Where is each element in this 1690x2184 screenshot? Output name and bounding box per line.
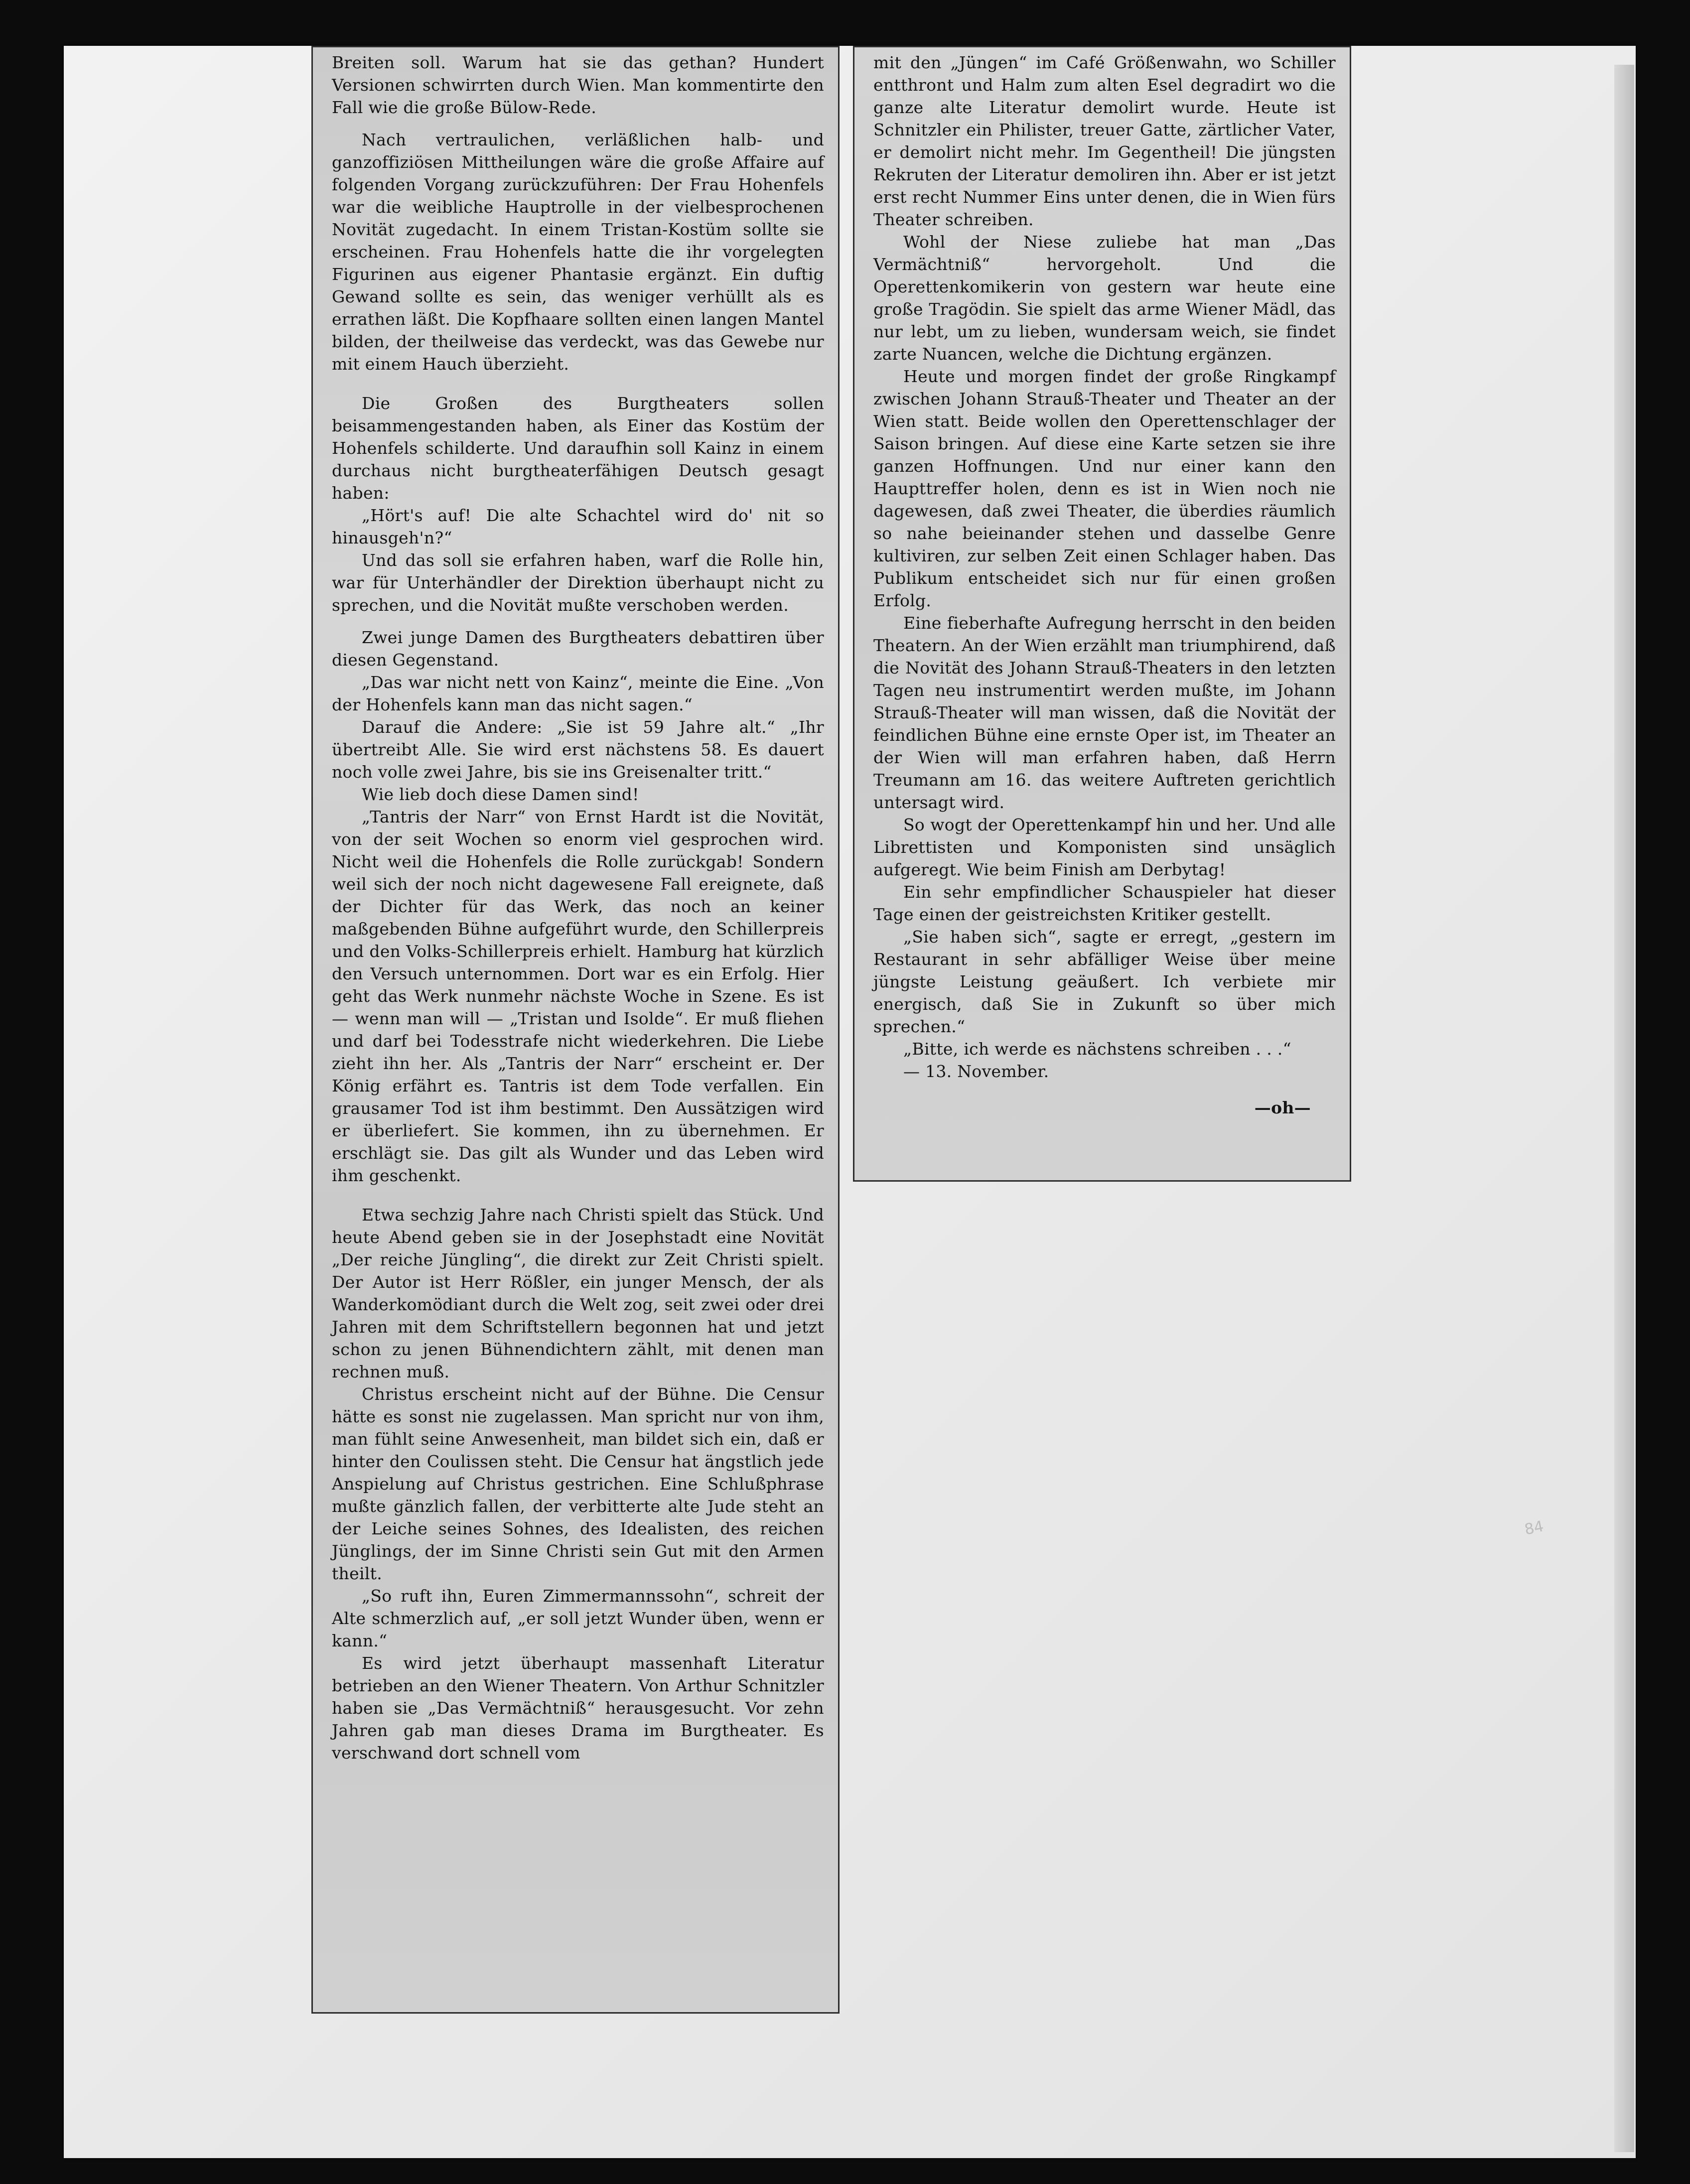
paragraph: „Das war nicht nett von Kainz“, meinte die Eine. „Von der Hohenfels kann man das nicht sagen.“ [332, 673, 824, 714]
paragraph: „Bitte, ich werde es nächstens schreiben . . .“ [903, 1039, 1291, 1059]
paragraph: So wogt der Operettenkampf hin und her. Und alle Librettisten und Komponisten sind unsäglich aufgeregt. Wie beim Finish am Derbytag! [873, 815, 1336, 879]
author-signature: —oh— [1254, 1098, 1311, 1117]
paragraph: Breiten soll. Warum hat sie das gethan? Hundert Versionen schwirrten durch Wien. Man kommentirte den Fall wie die große Bülow-Rede. [332, 53, 824, 117]
paragraph: Eine fieberhafte Aufregung herrscht in den beiden Theatern. An der Wien erzählt man triumphirend, daß die Novität des Johann Strauß-Theaters in den letzten Tagen neu instrumentirt werden mußte, im Johann Strauß-Theater will man wissen, daß die Novität der feindlichen Bühne eine ernste Oper ist, im Theater an der Wien will man erfahren haben, daß Herrn Treumann am 16. das weitere Auftreten gerichtlich untersagt wird. [873, 613, 1336, 812]
paragraph: Und das soll sie erfahren haben, warf die Rolle hin, war für Unterhändler der Direktion überhaupt nicht zu sprechen, und die Novität mußte verschoben werden. [332, 550, 824, 615]
sheet-edge-shadow [1614, 65, 1634, 2152]
paragraph: Etwa sechzig Jahre nach Christi spielt das Stück. Und heute Abend geben sie in der Josephstadt eine Novität „Der reiche Jüngling“, die direkt zur Zeit Christi spielt. Der Autor ist Herr Rößler, ein junger Mensch, der als Wanderkomödiant durch die Welt zog, seit zwei oder drei Jahren mit dem Schriftstellern begonnen hat und jetzt schon zu jenen Bühnendichtern zählt, mit denen man rechnen muß. [332, 1205, 824, 1381]
paragraph: Zwei junge Damen des Burgtheaters debattiren über diesen Gegenstand. [332, 628, 824, 670]
paragraph: „Hört's auf! Die alte Schachtel wird do' nit so hinausgeh'n?“ [332, 506, 824, 547]
right-column-text [873, 51, 1336, 1119]
paragraph: „So ruft ihn, Euren Zimmermannssohn“, schreit der Alte schmerzlich auf, „er soll jetzt Wunder üben, wenn er kann.“ [332, 1586, 824, 1650]
paragraph: Darauf die Andere: „Sie ist 59 Jahre alt.“ „Ihr übertreibt Alle. Sie wird erst nächstens 58. Es dauert noch volle zwei Jahre, bis sie ins Greisenalter tritt.“ [332, 717, 824, 782]
paragraph: Es wird jetzt überhaupt massenhaft Literatur betrieben an den Wiener Theatern. Von Arthur Schnitzler haben sie „Das Vermächtniß“ herausgesucht. Vor zehn Jahren gab man dieses Drama im Burgtheater. Es verschwand dort schnell vom [332, 1653, 824, 1763]
paragraph: Die Großen des Burgtheaters sollen beisammengestanden haben, als Einer das Kostüm der Hohenfels schilderte. Und daraufhin soll Kainz in einem durchaus nicht burgtheaterfähigen Deutsch gesagt haben: [332, 394, 824, 503]
paragraph: Nach vertraulichen, verläßlichen halb- und ganzoffiziösen Mittheilungen wäre die große Affaire auf folgenden Vorgang zurückzuführen: Der Frau Hohenfels war die weibliche Hauptrolle in der vielbesprochenen Novität zugedacht. In einem Tristan-Kostüm sollte sie erscheinen. Frau Hohenfels hatte die ihr vorgelegten Figurinen aus eigener Phantasie ergänzt. Ein duftig Gewand sollte es sein, das weniger verhüllt als es errathen läßt. Die Kopfhaare sollten einen langen Mantel bilden, der theilweise das verdeckt, was das Gewebe nur mit einem Hauch überzieht. [332, 130, 824, 374]
paragraph: „Sie haben sich“, sagte er erregt, „gestern im Restaurant in sehr abfälliger Weise über meine jüngste Leistung geäußert. Ich verbiete mir energisch, daß Sie in Zukunft so über mich sprechen.“ [873, 927, 1336, 1036]
newspaper-clipping-left-column [311, 46, 840, 2014]
newspaper-clipping-right-column [853, 46, 1351, 1182]
paragraph: „Tantris der Narr“ von Ernst Hardt ist die Novität, von der seit Wochen so enorm viel gesprochen wird. Nicht weil die Hohenfels die Rolle zurückgab! Sondern weil sich der noch nicht dagewesene Fall ereignete, daß der Dichter für das Werk, das noch an keiner maßgebenden Bühne aufgeführt wurde, den Schillerpreis und den Volks-Schillerpreis erhielt. Hamburg hat kürzlich den Versuch unternommen. Dort war es ein Erfolg. Hier geht das Werk nunmehr nächste Woche in Szene. Es ist — wenn man will — „Tristan und Isolde“. Er muß fliehen und darf bei Todesstrafe nicht wiederkehren. Die Liebe zieht ihn her. Als „Tantris der Narr“ erscheint er. Der König erfährt es. Tantris ist dem Tode verfallen. Ein grausamer Tod ist ihm bestimmt. Den Aussätzigen wird er überliefert. Sie kommen, ihn zu übernehmen. Er erschlägt sie. Das gilt als Wunder und das Leben wird ihm geschenkt. [332, 807, 824, 1185]
left-column-text [332, 51, 824, 1764]
paragraph: mit den „Jüngen“ im Café Größenwahn, wo Schiller entthront und Halm zum alten Esel degradirt wo die ganze alte Literatur demolirt wurde. Heute ist Schnitzler ein Philister, treuer Gatte, zärtlicher Vater, er demolirt nicht mehr. Im Gegentheil! Die jüngsten Rekruten der Literatur demoliren ihn. Aber er ist jetzt erst recht Nummer Eins unter denen, die in Wien fürs Theater schreiben. [873, 53, 1336, 229]
paragraph: Heute und morgen findet der große Ringkampf zwischen Johann Strauß-Theater und Theater an der Wien statt. Beide wollen den Operettenschlager der Saison bringen. Auf diese eine Karte setzen sie ihre ganzen Hoffnungen. Und nur einer kann den Haupttreffer holen, denn es ist in Wien noch nie dagewesen, daß zwei Theater, die überdies räumlich so nahe beieinander stehen und dasselbe Genre kultiviren, zur selben Zeit einen Schlager haben. Das Publikum entscheidet sich nur für einen großen Erfolg. [873, 367, 1336, 610]
paragraph: Wohl der Niese zuliebe hat man „Das Vermächtniß“ hervorgeholt. Und die Operettenkomikerin von gestern war heute eine große Tragödin. Sie spielt das arme Wiener Mädl, das nur lebt, um zu lieben, wundersam weich, sie findet zarte Nuancen, welche die Dichtung ergänzen. [873, 232, 1336, 364]
paragraph: Christus erscheint nicht auf der Bühne. Die Censur hätte es sonst nie zugelassen. Man spricht nur von ihm, man fühlt seine Anwesenheit, man bildet sich ein, daß er hinter den Coulissen steht. Die Censur hat ängstlich jede Anspielung auf Christus gestrichen. Eine Schlußphrase mußte gänzlich fallen, der verbitterte alte Jude steht an der Leiche seines Sohnes, des Idealisten, des reichen Jünglings, der im Sinne Christi sein Gut mit den Armen theilt. [332, 1384, 824, 1583]
paragraph: Ein sehr empfindlicher Schauspieler hat dieser Tage einen der geistreichsten Kritiker gestellt. [873, 882, 1336, 924]
paragraph: Wie lieb doch diese Damen sind! [362, 785, 639, 804]
dateline: — 13. November. [903, 1062, 1049, 1081]
pencil-margin-note: 84 [1523, 1517, 1546, 1539]
archive-sheet [64, 46, 1636, 2158]
